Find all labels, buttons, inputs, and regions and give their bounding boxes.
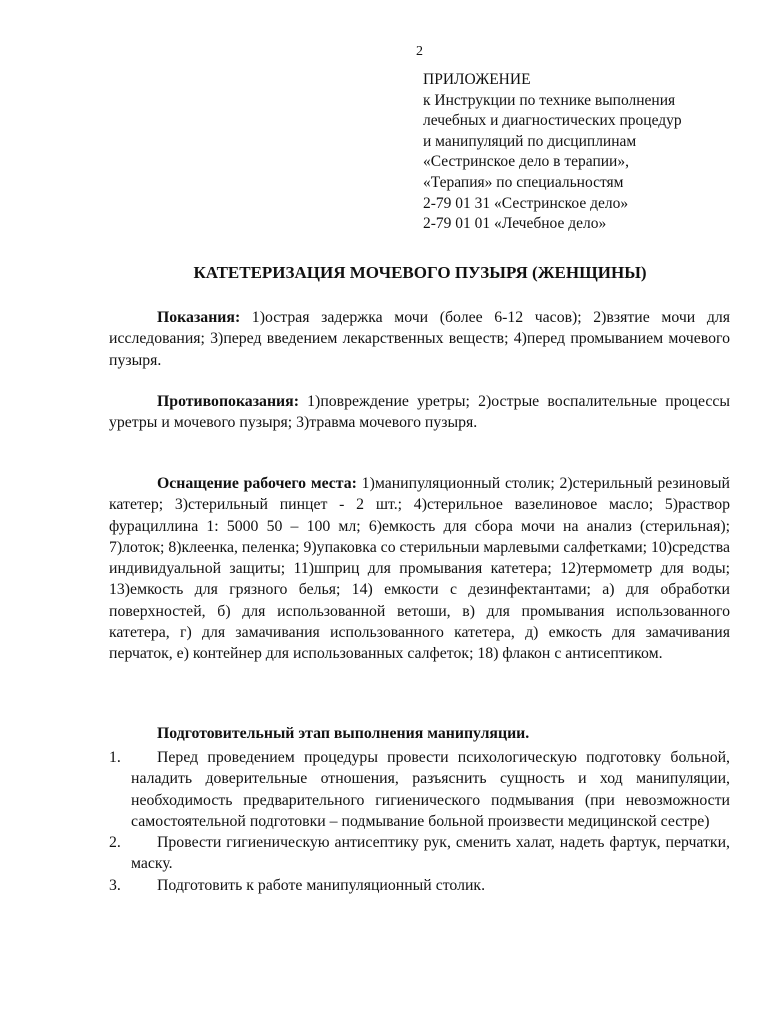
list-item — [109, 832, 730, 875]
list-item — [109, 747, 730, 832]
appendix-header — [423, 70, 753, 235]
indications-text: 1)острая задержка мочи (более 6-12 часов); 2)взятие мочи для исследования; 3)перед введением лекарственных веществ; 4)перед промыванием мочевого пузыря. — [109, 309, 730, 369]
contraindications-paragraph — [109, 391, 730, 434]
contraindications-text: 1)повреждение уретры; 2)острые воспалительные процессы уретры и мочевого пузыря; 3)травма мочевого пузыря. — [109, 393, 730, 432]
page-number: 2 — [416, 44, 423, 59]
appendix-line: 2-79 01 31 «Сестринское дело» — [423, 194, 629, 212]
preparation-steps — [109, 747, 730, 896]
step-number: 1. — [109, 749, 121, 766]
step-text: Перед проведением процедуры провести психологическую подготовку больной, наладить доверительные отношения, разъяснить сущность и ход манипуляции, необходимость предварительного гигиенического подмывания (при невозможности самостоятельной подготовки – подмывание больной произвести медицинской сестре) — [131, 749, 730, 830]
appendix-line: ПРИЛОЖЕНИЕ — [423, 71, 531, 88]
equipment-paragraph — [109, 473, 730, 665]
list-item — [109, 875, 730, 896]
equipment-text: 1)манипуляционный столик; 2)стерильный резиновый катетер; 3)стерильный пинцет - 2 шт.; 4)стерильное вазелиновое масло; 5)раствор фурациллина 1: 5000 50 – 100 мл; 6)емкость для сбора мочи на анализ (стерильная); 7)лоток; 8)клеенка, пеленка; 9)упаковка со стерильныи марлевыми салфетками; 10)средства индивидуальной защиты; 11)шприц для промывания катетера; 12)термометр для воды; 13)емкость для грязного белья; 14) емкости с дезинфектантами; а) для обработки поверхностей, б) для использованной ветоши, в) для промывания использованного катетера, г) для замачивания использованного катетера, д) емкость для замачивания перчаток, е) контейнер для использованных салфеток; 18) флакон с антисептиком. — [109, 475, 730, 663]
appendix-line: лечебных и диагностических процедур — [423, 112, 682, 130]
step-text: Подготовить к работе манипуляционный столик. — [157, 876, 486, 894]
appendix-line: «Терапия» по специальностям — [423, 173, 624, 191]
contraindications-label: Противопоказания: — [157, 393, 299, 410]
step-number: 3. — [109, 876, 121, 894]
equipment-label: Оснащение рабочего места: — [157, 475, 357, 492]
document-title: КАТЕТЕРИЗАЦИЯ МОЧЕВОГО ПУЗЫРЯ (ЖЕНЩИНЫ) — [193, 263, 647, 282]
appendix-line: «Сестринское дело в терапии», — [423, 153, 629, 171]
step-text: Провести гигиеническую антисептику рук, сменить халат, надеть фартук, перчатки, маску. — [131, 834, 730, 873]
preparation-heading: Подготовительный этап выполнения манипуляции. — [157, 725, 530, 742]
indications-paragraph — [109, 307, 730, 371]
indications-label: Показания: — [157, 309, 241, 326]
appendix-line: 2-79 01 01 «Лечебное дело» — [423, 215, 607, 233]
step-number: 2. — [109, 834, 121, 852]
appendix-line: и манипуляций по дисциплинам — [423, 132, 637, 150]
appendix-line: к Инструкции по технике выполнения — [423, 91, 676, 109]
